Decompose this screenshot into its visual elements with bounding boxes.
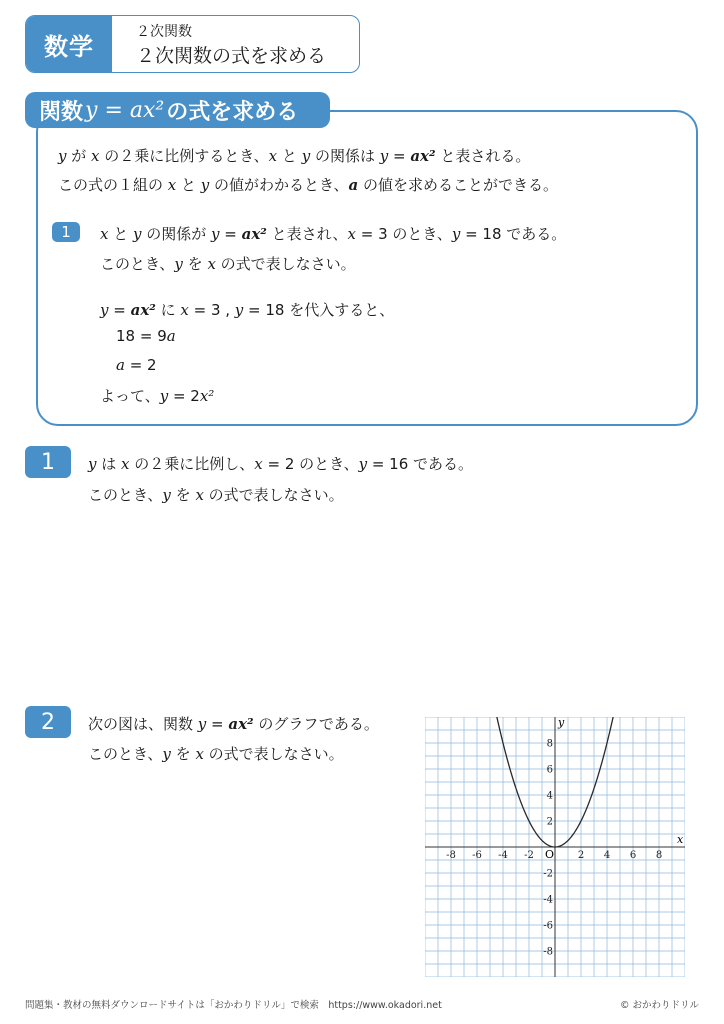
x-axis-label: x xyxy=(677,833,684,846)
math-variable: y xyxy=(234,301,244,319)
math-variable: x xyxy=(167,176,177,194)
parabola-graph xyxy=(425,717,685,977)
y-tick-label: 6 xyxy=(546,764,553,776)
text-segment: このとき、 xyxy=(88,486,163,504)
math-variable: x² xyxy=(199,387,215,405)
math-variable: y xyxy=(100,301,109,319)
math-variable: ax² xyxy=(228,715,254,733)
text-segment: = xyxy=(388,147,411,165)
text-segment: 次の図は、関数 xyxy=(88,715,198,733)
question-2-line-2 xyxy=(88,743,344,764)
text-segment: は xyxy=(96,455,122,473)
x-tick-label: 2 xyxy=(577,850,585,861)
math-variable: x xyxy=(121,455,130,473)
question-1-badge: 1 xyxy=(25,446,71,478)
text-segment: = xyxy=(206,715,229,733)
y-tick-label: -6 xyxy=(543,920,553,932)
math-variable: x xyxy=(195,486,204,504)
example-problem-line-1 xyxy=(100,223,566,244)
text-segment: = 18 である。 xyxy=(460,225,567,243)
footer-copyright: © おかわりドリル xyxy=(619,1000,699,1011)
text-segment: の値がわかるとき、 xyxy=(209,176,349,194)
example-title-post: の式を求める xyxy=(166,99,299,125)
math-variable: x xyxy=(195,745,204,763)
x-tick-label: -6 xyxy=(472,850,482,861)
math-variable: x xyxy=(254,455,263,473)
text-segment: を xyxy=(182,255,208,273)
solution-line-4 xyxy=(100,385,214,406)
text-segment: 18 = 9 xyxy=(116,327,167,345)
math-variable: x xyxy=(268,147,278,165)
text-segment: = 16 である。 xyxy=(367,455,474,473)
y-tick-label: -2 xyxy=(543,868,553,880)
solution-line-3 xyxy=(116,356,157,374)
text-segment: と表され、 xyxy=(266,225,348,243)
text-segment: = xyxy=(108,301,131,319)
solution-line-2 xyxy=(116,327,176,345)
y-tick-label: 4 xyxy=(546,790,553,802)
text-segment: と xyxy=(277,147,302,165)
origin-label: O xyxy=(545,848,555,861)
text-segment: の値を求めることができる。 xyxy=(358,176,558,194)
x-tick-label: 8 xyxy=(655,850,663,861)
math-variable: y xyxy=(133,225,142,243)
x-tick-label: -4 xyxy=(498,850,508,861)
x-tick-label: 6 xyxy=(629,850,637,861)
text-segment: のグラフである。 xyxy=(253,715,379,733)
text-segment: に xyxy=(155,301,181,319)
footer-site-text: 問題集・教材の無料ダウンロードサイトは「おかわりドリル」で検索 https://www.okadori.net xyxy=(25,1000,442,1011)
text-segment: の関係が xyxy=(141,225,212,243)
math-variable: y xyxy=(211,225,220,243)
math-variable: x xyxy=(180,301,189,319)
text-segment: と xyxy=(108,225,134,243)
y-tick-label: 8 xyxy=(546,738,553,750)
text-segment: の式で表しなさい。 xyxy=(215,255,356,273)
math-variable: x xyxy=(347,225,357,243)
text-segment: と表される。 xyxy=(435,147,531,165)
math-variable: a xyxy=(116,356,125,374)
example-problem-line-2 xyxy=(100,253,356,274)
text-segment: = 18 を代入すると、 xyxy=(243,301,395,319)
example-title xyxy=(25,92,330,128)
text-segment: よって、 xyxy=(100,387,160,405)
math-variable: y xyxy=(162,486,171,504)
math-variable: y xyxy=(379,147,389,165)
math-variable: ax² xyxy=(410,147,436,165)
text-segment: = 3 , xyxy=(188,301,235,319)
y-axis-label: y xyxy=(558,717,565,729)
example-title-pre: 関数 xyxy=(39,99,84,125)
question-2-badge: 2 xyxy=(25,706,71,738)
math-variable: y xyxy=(174,255,183,273)
text-segment: と xyxy=(176,176,201,194)
math-variable: y xyxy=(162,745,171,763)
y-tick-label: 2 xyxy=(546,816,553,828)
subject-label: 数学 xyxy=(26,16,112,72)
math-variable: ax² xyxy=(241,225,267,243)
text-segment: このとき、 xyxy=(88,745,163,763)
intro-line-2 xyxy=(58,174,558,195)
x-tick-label: -2 xyxy=(524,850,534,861)
header-box xyxy=(25,15,360,73)
math-variable: y xyxy=(358,455,368,473)
y-tick-label: -4 xyxy=(543,894,553,906)
text-segment: の関係は xyxy=(310,147,380,165)
y-tick-label: -8 xyxy=(543,946,553,958)
question-2-line-1 xyxy=(88,713,379,734)
text-segment: を xyxy=(170,745,196,763)
math-variable: x xyxy=(207,255,216,273)
text-segment: = 2 xyxy=(168,387,200,405)
math-variable: y xyxy=(159,387,169,405)
x-tick-label: 4 xyxy=(603,850,611,861)
text-segment: = xyxy=(219,225,242,243)
example-title-equation: y = ax² xyxy=(85,97,165,123)
math-variable: y xyxy=(301,147,311,165)
question-1-line-1 xyxy=(88,453,473,474)
text-segment: このとき、 xyxy=(100,255,175,273)
text-segment: の２乗に比例するとき、 xyxy=(99,147,269,165)
text-segment: の式で表しなさい。 xyxy=(203,486,344,504)
unit-label: ２次関数 xyxy=(136,24,192,40)
text-segment: の式で表しなさい。 xyxy=(203,745,344,763)
math-variable: y xyxy=(200,176,210,194)
text-segment: の２乗に比例し、 xyxy=(129,455,255,473)
question-1-line-2 xyxy=(88,484,344,505)
text-segment: が xyxy=(66,147,92,165)
math-variable: a xyxy=(348,176,359,194)
solution-line-1 xyxy=(100,299,394,320)
text-segment: この式の１組の xyxy=(58,176,168,194)
math-variable: y xyxy=(58,147,67,165)
intro-line-1 xyxy=(58,145,530,166)
lesson-title: ２次関数の式を求める xyxy=(136,45,327,67)
math-variable: x xyxy=(91,147,100,165)
text-segment: = 2 のとき、 xyxy=(262,455,359,473)
text-segment: = 3 のとき、 xyxy=(356,225,452,243)
math-variable: a xyxy=(166,327,176,345)
text-segment: = 2 xyxy=(124,356,157,374)
math-variable: y xyxy=(88,455,97,473)
math-variable: x xyxy=(100,225,109,243)
example-badge: 1 xyxy=(52,222,80,242)
math-variable: y xyxy=(197,715,207,733)
x-tick-label: -8 xyxy=(446,850,456,861)
math-variable: y xyxy=(451,225,461,243)
math-variable: ax² xyxy=(130,301,156,319)
text-segment: を xyxy=(170,486,196,504)
